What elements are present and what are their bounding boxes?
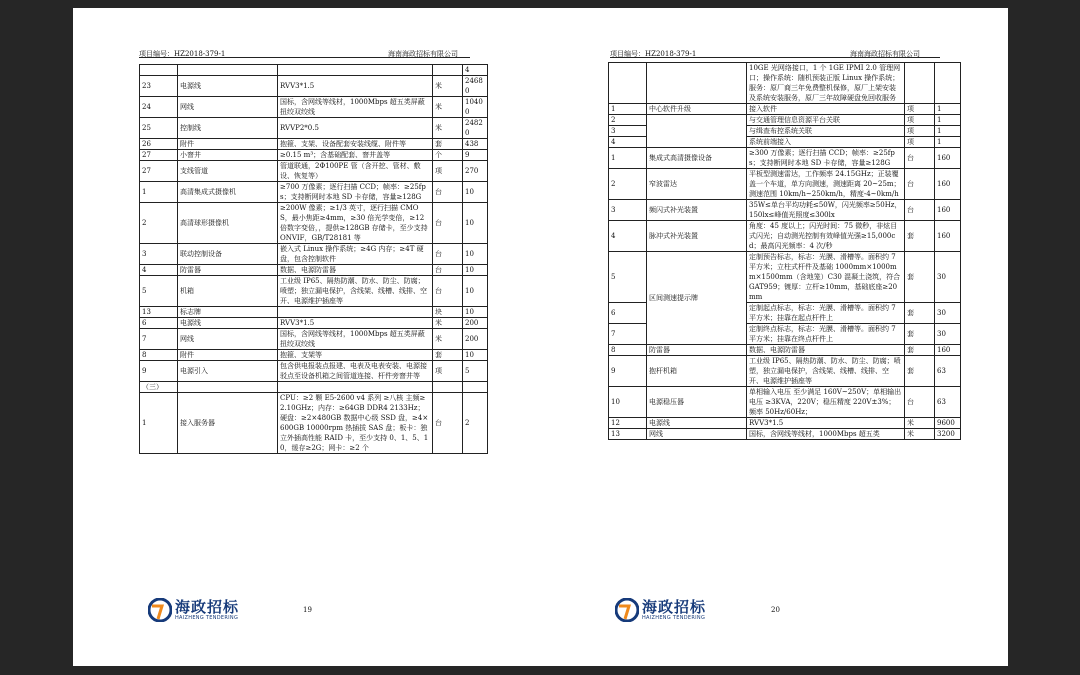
table-cell: 标志牌 bbox=[178, 307, 278, 318]
table-cell: 支线管道 bbox=[178, 161, 278, 182]
table-cell: RVV3*1.5 bbox=[747, 418, 905, 429]
table-cell: 脉冲式补光装置 bbox=[647, 221, 747, 252]
project-number: 项目编号：HZ2018-379-1 bbox=[139, 50, 226, 58]
table-cell: 嵌入式 Linux 操作系统；≥4G 内存；≥4T 硬盘，包含控制软件 bbox=[278, 244, 433, 265]
table-cell: 台 bbox=[433, 393, 463, 454]
table-cell: RVV3*1.5 bbox=[278, 318, 433, 329]
table-cell: 9 bbox=[463, 150, 488, 161]
logo-mark-icon bbox=[148, 598, 172, 622]
table-cell: 防雷器 bbox=[178, 265, 278, 276]
table-cell: （三） bbox=[140, 382, 178, 393]
table-row bbox=[609, 169, 961, 200]
table-cell: 管道联通，2Φ100PE 管（含开挖、管材、敷设、恢复等） bbox=[278, 161, 433, 182]
table-cell: 10 bbox=[463, 276, 488, 307]
table-cell: 台 bbox=[433, 265, 463, 276]
table-row bbox=[140, 382, 488, 393]
table-row bbox=[140, 150, 488, 161]
table-cell: 30 bbox=[935, 324, 961, 345]
table-cell: 160 bbox=[935, 200, 961, 221]
table-cell: 30 bbox=[935, 303, 961, 324]
table-cell: 9600 bbox=[935, 418, 961, 429]
table-cell: 套 bbox=[905, 303, 935, 324]
table-cell: 160 bbox=[935, 169, 961, 200]
table-row bbox=[609, 115, 961, 126]
logo-text-en: HAIZHENG TENDERING bbox=[175, 615, 239, 621]
table-row bbox=[140, 393, 488, 454]
table-cell: 3 bbox=[609, 200, 647, 221]
table-row bbox=[140, 76, 488, 97]
table-cell: 25 bbox=[140, 118, 178, 139]
table-cell: 项 bbox=[433, 161, 463, 182]
table-cell: 200 bbox=[463, 329, 488, 350]
table-cell: 电源线 bbox=[178, 76, 278, 97]
table-cell: 数据、电源防雷器 bbox=[747, 345, 905, 356]
table-cell: 网线 bbox=[178, 329, 278, 350]
table-cell: 台 bbox=[905, 169, 935, 200]
table-cell: 米 bbox=[433, 118, 463, 139]
table-cell: 160 bbox=[935, 148, 961, 169]
table-row bbox=[609, 221, 961, 252]
table-cell: 套 bbox=[433, 139, 463, 150]
table-cell: 2 bbox=[140, 203, 178, 244]
table-cell: 米 bbox=[433, 97, 463, 118]
table-cell: 30 bbox=[935, 252, 961, 303]
table-cell: 9 bbox=[609, 356, 647, 387]
table-cell: 米 bbox=[905, 429, 935, 440]
table-cell: 3200 bbox=[935, 429, 961, 440]
table-cell: 5 bbox=[609, 252, 647, 303]
table-cell bbox=[463, 382, 488, 393]
table-cell bbox=[278, 307, 433, 318]
table-cell: 高清球形摄像机 bbox=[178, 203, 278, 244]
logo-text-en: HAIZHENG TENDERING bbox=[642, 615, 706, 621]
table-cell bbox=[935, 63, 961, 104]
table-cell bbox=[178, 65, 278, 76]
table-cell: 10 bbox=[463, 244, 488, 265]
table-row bbox=[140, 244, 488, 265]
table-cell: 4 bbox=[609, 137, 647, 148]
table-cell: 网线 bbox=[178, 97, 278, 118]
table-cell bbox=[178, 382, 278, 393]
table-cell: 定制预告标志，标志：光膜、滑槽等。面积约 7 平方米；立柱式杆件及基础 1000mm×1000mm×1500mm（含地笼）C30 混凝土浇筑，符合 GAT959；镀厚：立杆≥10mm，基础底座≥20mm bbox=[747, 252, 905, 303]
table-cell: 平板型测速雷达，工作频率 24.15GHz；正装覆盖一个车道，单方向测速，测速距离 20~25m；测速范围 10km/h~250km/h，精度-4~0km/h bbox=[747, 169, 905, 200]
table-row bbox=[140, 182, 488, 203]
table-row bbox=[140, 265, 488, 276]
table-cell: 8 bbox=[140, 350, 178, 361]
equipment-table bbox=[608, 62, 961, 440]
table-cell: ≥0.15 m³；含基础配套、窨井盖等 bbox=[278, 150, 433, 161]
table-cell: 10 bbox=[463, 350, 488, 361]
table-cell: 160 bbox=[935, 221, 961, 252]
table-cell: 63 bbox=[935, 387, 961, 418]
table-cell: RVV3*1.5 bbox=[278, 76, 433, 97]
company-logo bbox=[148, 598, 239, 622]
table-cell: 块 bbox=[433, 307, 463, 318]
table-cell: 个 bbox=[433, 150, 463, 161]
table-row bbox=[140, 161, 488, 182]
table-row bbox=[140, 139, 488, 150]
table-row bbox=[609, 104, 961, 115]
table-cell: 5 bbox=[140, 276, 178, 307]
company-name: 海南海政招标有限公司 bbox=[850, 50, 920, 58]
table-cell: 系统前端接入 bbox=[747, 137, 905, 148]
table-cell: 1040 0 bbox=[463, 97, 488, 118]
table-cell: 10 bbox=[463, 203, 488, 244]
table-row bbox=[609, 148, 961, 169]
table-cell: 电源线 bbox=[647, 418, 747, 429]
table-cell: 套 bbox=[905, 324, 935, 345]
table-cell: 控制线 bbox=[178, 118, 278, 139]
table-cell: 台 bbox=[433, 203, 463, 244]
table-cell: 工业级 IP65、隔热防潮、防水、防尘、防腐；喷塑；独立漏电保护，含线架、线槽、线排、空开、电源维护插座等 bbox=[278, 276, 433, 307]
table-cell: 小窨井 bbox=[178, 150, 278, 161]
table-cell: 35W≤单台平均功耗≤50W，闪光频率≥50Hz，150lx≤峰值光照度≤300lx bbox=[747, 200, 905, 221]
table-row bbox=[609, 345, 961, 356]
table-cell: 2482 0 bbox=[463, 118, 488, 139]
equipment-table bbox=[139, 64, 488, 454]
table-cell: 区间测速提示牌 bbox=[647, 252, 747, 345]
table-cell: 频闪式补光装置 bbox=[647, 200, 747, 221]
table-cell: 网线 bbox=[647, 429, 747, 440]
table-cell: ≥700 万像素；逐行扫描 CCD；帧率：≥25fps；支持断网时本地 SD 卡存储，容量≥128G bbox=[278, 182, 433, 203]
table-cell: 2468 0 bbox=[463, 76, 488, 97]
table-cell: 10 bbox=[463, 307, 488, 318]
table-cell: 台 bbox=[905, 148, 935, 169]
header-rule bbox=[139, 57, 470, 58]
table-cell: 项 bbox=[905, 126, 935, 137]
table-cell: 窄波雷达 bbox=[647, 169, 747, 200]
table-row bbox=[140, 276, 488, 307]
table-cell: 23 bbox=[140, 76, 178, 97]
table-cell: 抱箍、支架、设备配套安装线缆、附件等 bbox=[278, 139, 433, 150]
company-logo bbox=[615, 598, 706, 622]
table-cell: 项 bbox=[905, 104, 935, 115]
table-cell: 1 bbox=[609, 104, 647, 115]
table-cell: 套 bbox=[905, 356, 935, 387]
table-cell: 米 bbox=[433, 76, 463, 97]
table-cell: 附件 bbox=[178, 350, 278, 361]
table-cell: 63 bbox=[935, 356, 961, 387]
table-row bbox=[140, 318, 488, 329]
table-cell: 项 bbox=[905, 137, 935, 148]
table-cell bbox=[609, 63, 647, 104]
table-cell: 1 bbox=[140, 393, 178, 454]
table-cell: 5 bbox=[463, 361, 488, 382]
document-page-20 bbox=[540, 8, 1008, 666]
table-cell: 6 bbox=[609, 303, 647, 324]
table-cell: 套 bbox=[433, 350, 463, 361]
table-row bbox=[140, 350, 488, 361]
table-cell: 定制起点标志，标志：光膜、滑槽等。面积约 7 平方米；挂靠在起点杆件上 bbox=[747, 303, 905, 324]
table-cell: 7 bbox=[140, 329, 178, 350]
table-cell: 米 bbox=[433, 318, 463, 329]
table-cell: 机箱 bbox=[178, 276, 278, 307]
table-cell: 13 bbox=[140, 307, 178, 318]
table-cell: 防雷器 bbox=[647, 345, 747, 356]
table-row bbox=[609, 252, 961, 303]
table-cell: 米 bbox=[905, 418, 935, 429]
table-cell: 24 bbox=[140, 97, 178, 118]
company-name: 海南海政招标有限公司 bbox=[388, 50, 458, 58]
table-cell: 数据、电源防雷器 bbox=[278, 265, 433, 276]
table-cell: 国标，含网线等线材，1000Mbps 超五类屏蔽扭绞双绞线 bbox=[278, 97, 433, 118]
table-cell: 27 bbox=[140, 161, 178, 182]
table-cell: 单相输入电压 至少满足 160V~250V；单相输出电压 ≥3KVA，220V；稳压精度 220V±3%；频率 50Hz/60Hz； bbox=[747, 387, 905, 418]
table-cell: 12 bbox=[609, 418, 647, 429]
table-cell: 4 bbox=[609, 221, 647, 252]
table-cell: 联动控制设备 bbox=[178, 244, 278, 265]
table-cell: 集成式高清摄像设备 bbox=[647, 148, 747, 169]
table-cell: 3 bbox=[609, 126, 647, 137]
table-cell: 包含供电报装点报建、电表及电表安装、电源接驳点至设备机箱之间管道连接、杆件旁窨井等 bbox=[278, 361, 433, 382]
document-page-19 bbox=[73, 8, 541, 666]
table-cell: 27 bbox=[140, 150, 178, 161]
table-row bbox=[609, 200, 961, 221]
table-row bbox=[609, 429, 961, 440]
table-row bbox=[140, 97, 488, 118]
table-row bbox=[140, 203, 488, 244]
table-cell: 米 bbox=[433, 329, 463, 350]
table-cell: 套 bbox=[905, 221, 935, 252]
table-cell: 台 bbox=[905, 200, 935, 221]
table-cell: ≥300 万像素；逐行扫描 CCD；帧率：≥25fps；支持断网时本地 SD 卡存储，容量≥128G bbox=[747, 148, 905, 169]
logo-text-cn: 海政招标 bbox=[642, 598, 707, 616]
table-cell: CPU：≥2 颗 E5-2600 v4 系列 ≥八核 主频≥2.10GHz；内存：≥64GB DDR4 2133Hz；硬盘：≥2×480GB 数据中心级 SSD 盘，≥4×600GB 10000rpm 热插拔 SAS 盘；板卡：独立外插高性能 RAID 卡，至少支持 0、1、5、10，缓存≥2G；网卡：≥2 个 bbox=[278, 393, 433, 454]
table-cell: 9 bbox=[140, 361, 178, 382]
table-cell: 套 bbox=[905, 252, 935, 303]
table-cell: 抱杆机箱 bbox=[647, 356, 747, 387]
table-row bbox=[140, 65, 488, 76]
table-cell: 1 bbox=[935, 104, 961, 115]
project-number: 项目编号：HZ2018-379-1 bbox=[610, 50, 697, 58]
table-cell: 1 bbox=[140, 182, 178, 203]
table-cell: 10 bbox=[609, 387, 647, 418]
table-cell bbox=[140, 65, 178, 76]
table-cell bbox=[433, 65, 463, 76]
table-row bbox=[140, 118, 488, 139]
table-cell bbox=[278, 382, 433, 393]
table-cell bbox=[278, 65, 433, 76]
table-cell: RVVP2*0.5 bbox=[278, 118, 433, 139]
table-cell: 定制终点标志，标志：光膜、滑槽等。面积约 7 平方米；挂靠在终点杆件上 bbox=[747, 324, 905, 345]
table-cell: 2 bbox=[463, 393, 488, 454]
table-cell bbox=[647, 63, 747, 104]
table-cell: 附件 bbox=[178, 139, 278, 150]
table-cell: 项 bbox=[433, 361, 463, 382]
table-cell bbox=[433, 382, 463, 393]
table-cell: 电源稳压器 bbox=[647, 387, 747, 418]
table-cell: 国标，含网线等线材，1000Mbps 超五类 bbox=[747, 429, 905, 440]
table-cell: 4 bbox=[140, 265, 178, 276]
table-cell: 10GE 光网络接口，1 个 1GE IPMI 2.0 管理网口；操作系统：随机预装正版 Linux 操作系统；服务：原厂商三年免费整机保修，原厂上架安装及系统安装服务，原厂三年故障硬盘免回收服务 bbox=[747, 63, 905, 104]
table-cell: 高清集成式摄像机 bbox=[178, 182, 278, 203]
header-rule bbox=[610, 57, 940, 58]
table-cell: 1 bbox=[935, 137, 961, 148]
table-row bbox=[609, 63, 961, 104]
table-cell: 项 bbox=[905, 115, 935, 126]
table-row bbox=[140, 307, 488, 318]
table-cell: 1 bbox=[935, 126, 961, 137]
logo-mark-icon bbox=[615, 598, 639, 622]
table-cell: 2 bbox=[609, 115, 647, 126]
table-cell: 与缉查布控系统关联 bbox=[747, 126, 905, 137]
table-cell: 台 bbox=[433, 276, 463, 307]
table-cell: 角度：45 度以上；闪光时间：75 微秒，非炫目式闪光；自动测光控制有效峰值光强≥15,000cd；最高闪光频率：4 次/秒 bbox=[747, 221, 905, 252]
table-cell: 3 bbox=[140, 244, 178, 265]
table-cell: 7 bbox=[609, 324, 647, 345]
table-cell: 10 bbox=[463, 265, 488, 276]
table-cell: 200 bbox=[463, 318, 488, 329]
table-cell: 4 bbox=[463, 65, 488, 76]
table-cell: 电源引入 bbox=[178, 361, 278, 382]
table-cell: 8 bbox=[609, 345, 647, 356]
table-cell: 438 bbox=[463, 139, 488, 150]
table-cell: 国标，含网线等线材，1000Mbps 超五类屏蔽扭绞双绞线 bbox=[278, 329, 433, 350]
table-cell: 接入服务器 bbox=[178, 393, 278, 454]
table-cell: 2 bbox=[609, 169, 647, 200]
page-number: 19 bbox=[303, 606, 312, 614]
table-cell: 6 bbox=[140, 318, 178, 329]
table-cell: 电源线 bbox=[178, 318, 278, 329]
table-row bbox=[609, 356, 961, 387]
table-row bbox=[609, 418, 961, 429]
table-row bbox=[140, 329, 488, 350]
table-cell: 160 bbox=[935, 345, 961, 356]
table-row bbox=[140, 361, 488, 382]
table-cell: 台 bbox=[905, 387, 935, 418]
table-cell: 26 bbox=[140, 139, 178, 150]
table-cell: 270 bbox=[463, 161, 488, 182]
table-cell: 10 bbox=[463, 182, 488, 203]
table-cell: 中心软件升级 bbox=[647, 104, 747, 115]
table-cell: 台 bbox=[433, 244, 463, 265]
table-cell: 1 bbox=[609, 148, 647, 169]
table-cell: 抱箍、支架等 bbox=[278, 350, 433, 361]
page-number: 20 bbox=[771, 606, 780, 614]
table-cell: 1 bbox=[935, 115, 961, 126]
table-cell bbox=[647, 115, 747, 148]
table-cell bbox=[905, 63, 935, 104]
table-cell: 13 bbox=[609, 429, 647, 440]
table-cell: 工业级 IP65、隔热防潮、防水、防尘、防腐；喷塑，独立漏电保护，含线架、线槽、线排、空开、电源维护插座等 bbox=[747, 356, 905, 387]
table-cell: 接入软件 bbox=[747, 104, 905, 115]
table-cell: 与交通管理信息资源平台关联 bbox=[747, 115, 905, 126]
table-row bbox=[609, 387, 961, 418]
table-cell: 套 bbox=[905, 345, 935, 356]
logo-text-cn: 海政招标 bbox=[175, 598, 240, 616]
table-cell: ≥200W 像素；≥1/3 英寸，逐行扫描 CMOS，最小焦距≥4mm，≥30 倍光学变倍，≥12 倍数字变倍，，提供≥128GB 存储卡，至少支持 ONVIF，GB/T28181 等 bbox=[278, 203, 433, 244]
table-cell: 台 bbox=[433, 182, 463, 203]
